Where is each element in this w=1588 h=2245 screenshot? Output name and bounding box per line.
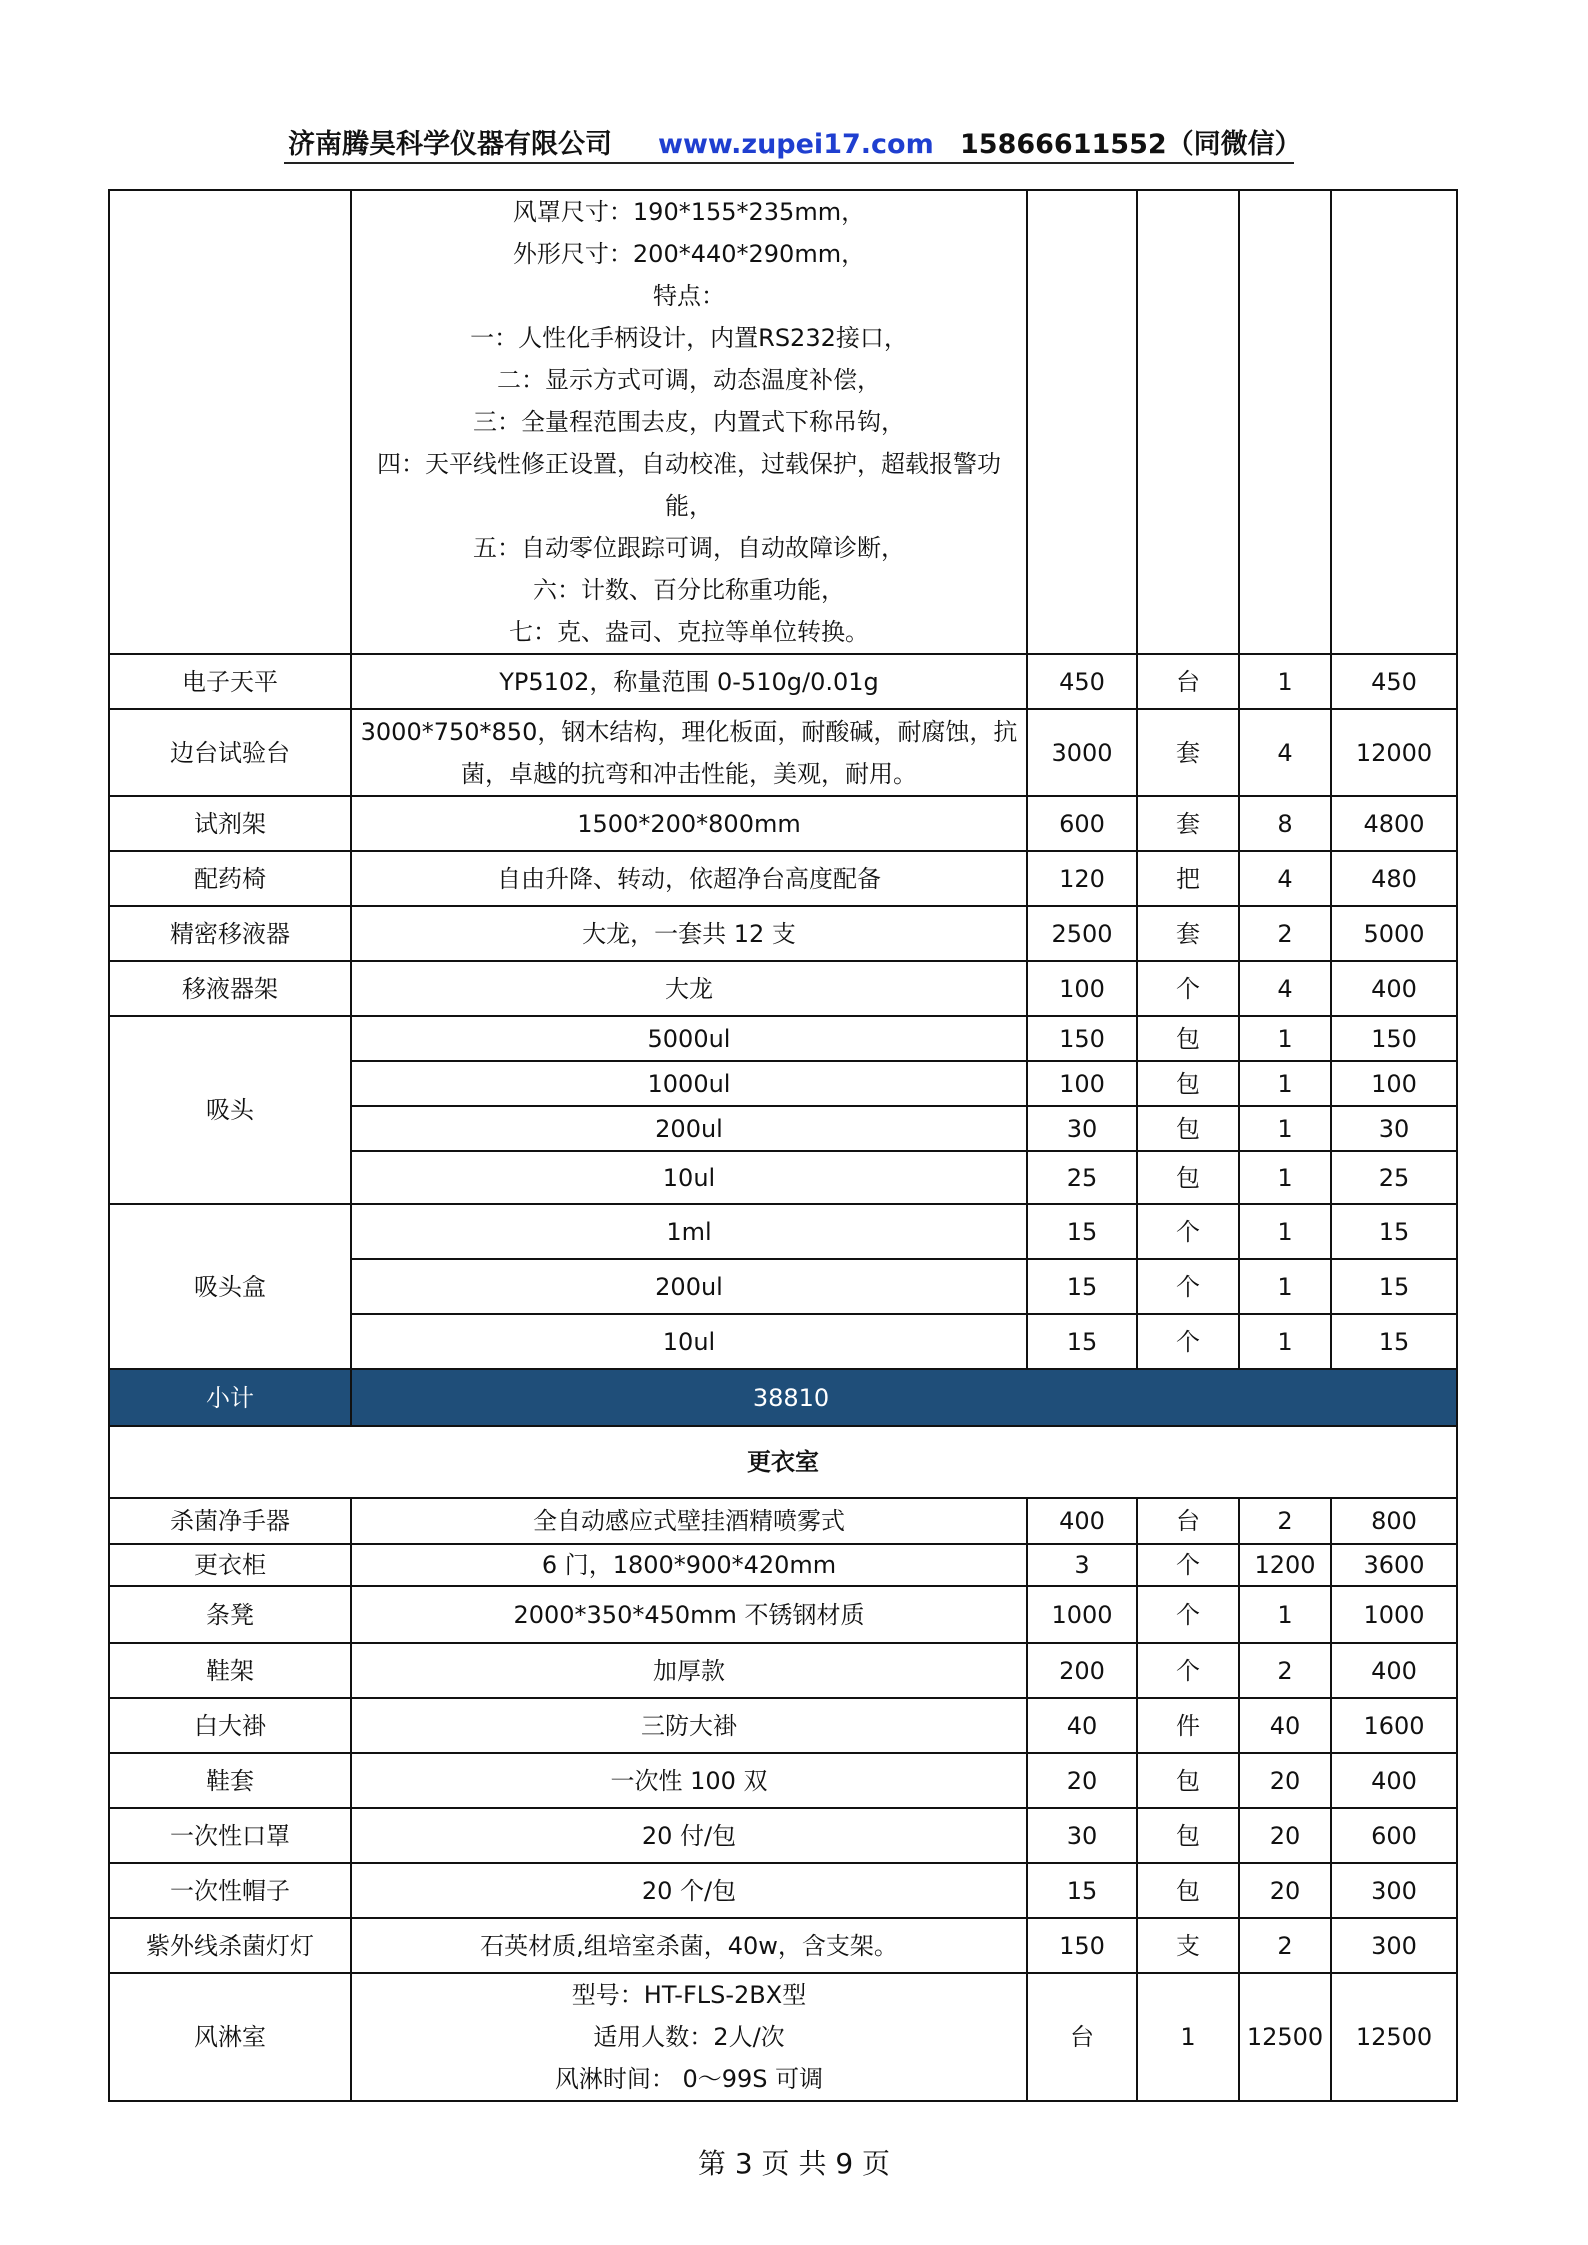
total-cell: 300: [1331, 1863, 1457, 1918]
price-cell: 150: [1027, 1918, 1137, 1973]
unit-cell: 包: [1137, 1151, 1239, 1204]
table-row: [109, 906, 1457, 961]
subtotal-label: 小计: [109, 1369, 351, 1426]
spec-line: 能，: [665, 492, 713, 520]
spec-cell: 1000ul: [351, 1061, 1027, 1106]
table-row: [109, 709, 1457, 796]
spec-cell: 200ul: [351, 1106, 1027, 1151]
spec-cell: 2000*350*450mm 不锈钢材质: [351, 1586, 1027, 1643]
price-cell: 台: [1027, 1973, 1137, 2101]
unit-cell: 件: [1137, 1698, 1239, 1753]
spec-cell: 自由升降、转动，依超净台高度配备: [351, 851, 1027, 906]
spec-line: 七：克、盎司、克拉等单位转换。: [509, 618, 869, 646]
total-cell: 150: [1331, 1016, 1457, 1061]
qty-cell: 2: [1239, 1918, 1331, 1973]
qty-cell: 1: [1239, 1061, 1331, 1106]
spec-line: 二：显示方式可调，动态温度补偿，: [497, 366, 881, 394]
price-cell: 200: [1027, 1643, 1137, 1698]
unit-cell: 个: [1137, 1586, 1239, 1643]
unit-cell: 台: [1137, 1498, 1239, 1544]
name-cell: 一次性帽子: [109, 1863, 351, 1918]
unit-cell: 个: [1137, 1204, 1239, 1259]
price-cell: 1000: [1027, 1586, 1137, 1643]
unit-cell: 个: [1137, 1643, 1239, 1698]
total-cell: 400: [1331, 961, 1457, 1016]
price-cell: 25: [1027, 1151, 1137, 1204]
spec-cell: 10ul: [351, 1314, 1027, 1369]
name-cell: 吸头盒: [109, 1204, 351, 1369]
unit-cell: 包: [1137, 1863, 1239, 1918]
name-cell: 一次性口罩: [109, 1808, 351, 1863]
qty-cell: 2: [1239, 906, 1331, 961]
spec-line: 五：自动零位跟踪可调，自动故障诊断，: [473, 534, 905, 562]
section-title: 更衣室: [109, 1426, 1457, 1498]
qty-cell: 8: [1239, 796, 1331, 851]
spec-line: 特点：: [653, 282, 725, 310]
price-cell: 100: [1027, 1061, 1137, 1106]
unit-cell: 套: [1137, 796, 1239, 851]
qty-cell: 1: [1239, 1204, 1331, 1259]
unit-cell: 1: [1137, 1973, 1239, 2101]
spec-cell: 6 门，1800*900*420mm: [351, 1544, 1027, 1586]
table-row: [109, 1204, 1457, 1259]
spec-cell: 三防大褂: [351, 1698, 1027, 1753]
spec-cell: 5000ul: [351, 1016, 1027, 1061]
price-cell: [1027, 190, 1137, 654]
spec-cell: 10ul: [351, 1151, 1027, 1204]
spec-cell: 3000*750*850，钢木结构，理化板面，耐酸碱，耐腐蚀，抗菌，卓越的抗弯和冲击性能，美观，耐用。: [351, 709, 1027, 796]
spec-cell: 全自动感应式壁挂酒精喷雾式: [351, 1498, 1027, 1544]
table-row: [109, 796, 1457, 851]
total-cell: 800: [1331, 1498, 1457, 1544]
price-cell: 450: [1027, 654, 1137, 709]
spec-cell: 20 个/包: [351, 1863, 1027, 1918]
table-row: [109, 1498, 1457, 1544]
total-cell: 300: [1331, 1918, 1457, 1973]
qty-cell: 12500: [1239, 1973, 1331, 2101]
unit-cell: 台: [1137, 654, 1239, 709]
total-cell: 400: [1331, 1643, 1457, 1698]
qty-cell: 1: [1239, 1586, 1331, 1643]
name-cell: 鞋套: [109, 1753, 351, 1808]
price-cell: 15: [1027, 1863, 1137, 1918]
name-cell: 精密移液器: [109, 906, 351, 961]
total-cell: 600: [1331, 1808, 1457, 1863]
qty-cell: 1: [1239, 1259, 1331, 1314]
company-name: 济南腾昊科学仪器有限公司: [288, 129, 612, 160]
spec-cell: 加厚款: [351, 1643, 1027, 1698]
price-cell: 15: [1027, 1204, 1137, 1259]
table-row: [109, 1918, 1457, 1973]
unit-cell: 包: [1137, 1753, 1239, 1808]
name-cell: 试剂架: [109, 796, 351, 851]
page-header: [284, 128, 1302, 164]
total-cell: 1000: [1331, 1586, 1457, 1643]
price-cell: 400: [1027, 1498, 1137, 1544]
spec-line: 风淋时间： 0～99S 可调: [554, 2065, 824, 2093]
table-row: [109, 1544, 1457, 1586]
unit-cell: 个: [1137, 1544, 1239, 1586]
price-cell: 20: [1027, 1753, 1137, 1808]
qty-cell: 1: [1239, 654, 1331, 709]
spec-line: 六：计数、百分比称重功能，: [533, 576, 845, 604]
name-cell: 电子天平: [109, 654, 351, 709]
qty-cell: [1239, 190, 1331, 654]
total-cell: 15: [1331, 1204, 1457, 1259]
table-row: [109, 961, 1457, 1016]
total-cell: 100: [1331, 1061, 1457, 1106]
qty-cell: 20: [1239, 1808, 1331, 1863]
spec-cell: YP5102，称量范围 0-510g/0.01g: [351, 654, 1027, 709]
spec-line: 外形尺寸：200*440*290mm，: [512, 240, 866, 268]
spec-cell: 20 付/包: [351, 1808, 1027, 1863]
table-row: [109, 1016, 1457, 1061]
qty-cell: 4: [1239, 851, 1331, 906]
unit-cell: 把: [1137, 851, 1239, 906]
qty-cell: 40: [1239, 1698, 1331, 1753]
total-cell: 480: [1331, 851, 1457, 906]
price-cell: 30: [1027, 1808, 1137, 1863]
spec-cell: 石英材质,组培室杀菌，40w，含支架。: [351, 1918, 1027, 1973]
unit-cell: 个: [1137, 1314, 1239, 1369]
total-cell: 12000: [1331, 709, 1457, 796]
spec-line: 四：天平线性修正设置，自动校准，过载保护，超载报警功: [377, 450, 1001, 478]
spec-line: 型号：HT-FLS-2BX型: [571, 1981, 807, 2009]
table-row: [109, 1698, 1457, 1753]
qty-cell: 1: [1239, 1106, 1331, 1151]
unit-cell: 套: [1137, 709, 1239, 796]
total-cell: 1600: [1331, 1698, 1457, 1753]
table-row: [109, 1586, 1457, 1643]
table-row: [109, 1643, 1457, 1698]
subtotal-value: 38810: [351, 1369, 1457, 1426]
spec-cell: [351, 190, 1027, 654]
table-row: [109, 654, 1457, 709]
price-cell: 150: [1027, 1016, 1137, 1061]
qty-cell: 1: [1239, 1314, 1331, 1369]
unit-cell: 包: [1137, 1061, 1239, 1106]
name-cell: 吸头: [109, 1016, 351, 1204]
unit-cell: 个: [1137, 1259, 1239, 1314]
total-cell: 30: [1331, 1106, 1457, 1151]
qty-cell: 20: [1239, 1863, 1331, 1918]
table-row: [109, 190, 1457, 654]
price-cell: 2500: [1027, 906, 1137, 961]
page-number: 第 3 页 共 9 页: [697, 2147, 891, 2180]
name-cell: 杀菌净手器: [109, 1498, 351, 1544]
total-cell: 4800: [1331, 796, 1457, 851]
qty-cell: 4: [1239, 961, 1331, 1016]
unit-cell: 个: [1137, 961, 1239, 1016]
total-cell: 400: [1331, 1753, 1457, 1808]
name-cell: 条凳: [109, 1586, 351, 1643]
total-cell: 5000: [1331, 906, 1457, 961]
price-cell: 15: [1027, 1314, 1137, 1369]
unit-cell: 套: [1137, 906, 1239, 961]
spec-cell: 1ml: [351, 1204, 1027, 1259]
total-cell: 450: [1331, 654, 1457, 709]
table-row: [109, 1973, 1457, 2101]
unit-cell: 包: [1137, 1106, 1239, 1151]
spec-line: 风罩尺寸：190*155*235mm，: [512, 198, 866, 226]
qty-cell: 2: [1239, 1643, 1331, 1698]
name-cell: 鞋架: [109, 1643, 351, 1698]
name-cell: 紫外线杀菌灯灯: [109, 1918, 351, 1973]
spec-cell: 200ul: [351, 1259, 1027, 1314]
total-cell: 12500: [1331, 1973, 1457, 2101]
qty-cell: 1: [1239, 1016, 1331, 1061]
spec-cell: 一次性 100 双: [351, 1753, 1027, 1808]
name-cell: 移液器架: [109, 961, 351, 1016]
unit-cell: 包: [1137, 1808, 1239, 1863]
contact-phone: 15866611552（同微信）: [960, 129, 1302, 160]
spec-line: 一：人性化手柄设计，内置RS232接口，: [470, 324, 908, 352]
price-cell: 15: [1027, 1259, 1137, 1314]
spec-cell: 大龙: [351, 961, 1027, 1016]
price-cell: 3000: [1027, 709, 1137, 796]
unit-cell: [1137, 190, 1239, 654]
section-header-row: [109, 1426, 1457, 1498]
spec-cell: [351, 1973, 1027, 2101]
unit-cell: 包: [1137, 1016, 1239, 1061]
qty-cell: 2: [1239, 1498, 1331, 1544]
price-cell: 100: [1027, 961, 1137, 1016]
table-row: [109, 1753, 1457, 1808]
total-cell: 15: [1331, 1314, 1457, 1369]
qty-cell: 1200: [1239, 1544, 1331, 1586]
price-cell: 120: [1027, 851, 1137, 906]
table-row: [109, 1863, 1457, 1918]
price-cell: 40: [1027, 1698, 1137, 1753]
total-cell: 15: [1331, 1259, 1457, 1314]
name-cell: 更衣柜: [109, 1544, 351, 1586]
spec-cell: 大龙，一套共 12 支: [351, 906, 1027, 961]
website-link[interactable]: www.zupei17.com: [658, 129, 934, 160]
qty-cell: 20: [1239, 1753, 1331, 1808]
name-cell: 配药椅: [109, 851, 351, 906]
spec-line: 适用人数：2人/次: [593, 2023, 785, 2051]
name-cell: [109, 190, 351, 654]
name-cell: 边台试验台: [109, 709, 351, 796]
name-cell: 风淋室: [109, 1973, 351, 2101]
table-row: [109, 851, 1457, 906]
price-cell: 30: [1027, 1106, 1137, 1151]
qty-cell: 1: [1239, 1151, 1331, 1204]
unit-cell: 支: [1137, 1918, 1239, 1973]
total-cell: 3600: [1331, 1544, 1457, 1586]
spec-cell: 1500*200*800mm: [351, 796, 1027, 851]
price-cell: 3: [1027, 1544, 1137, 1586]
qty-cell: 4: [1239, 709, 1331, 796]
equipment-table: [108, 189, 1458, 2102]
spec-line: 三：全量程范围去皮，内置式下称吊钩，: [473, 408, 905, 436]
subtotal-row: [109, 1369, 1457, 1426]
total-cell: [1331, 190, 1457, 654]
table-row: [109, 1808, 1457, 1863]
price-cell: 600: [1027, 796, 1137, 851]
name-cell: 白大褂: [109, 1698, 351, 1753]
total-cell: 25: [1331, 1151, 1457, 1204]
